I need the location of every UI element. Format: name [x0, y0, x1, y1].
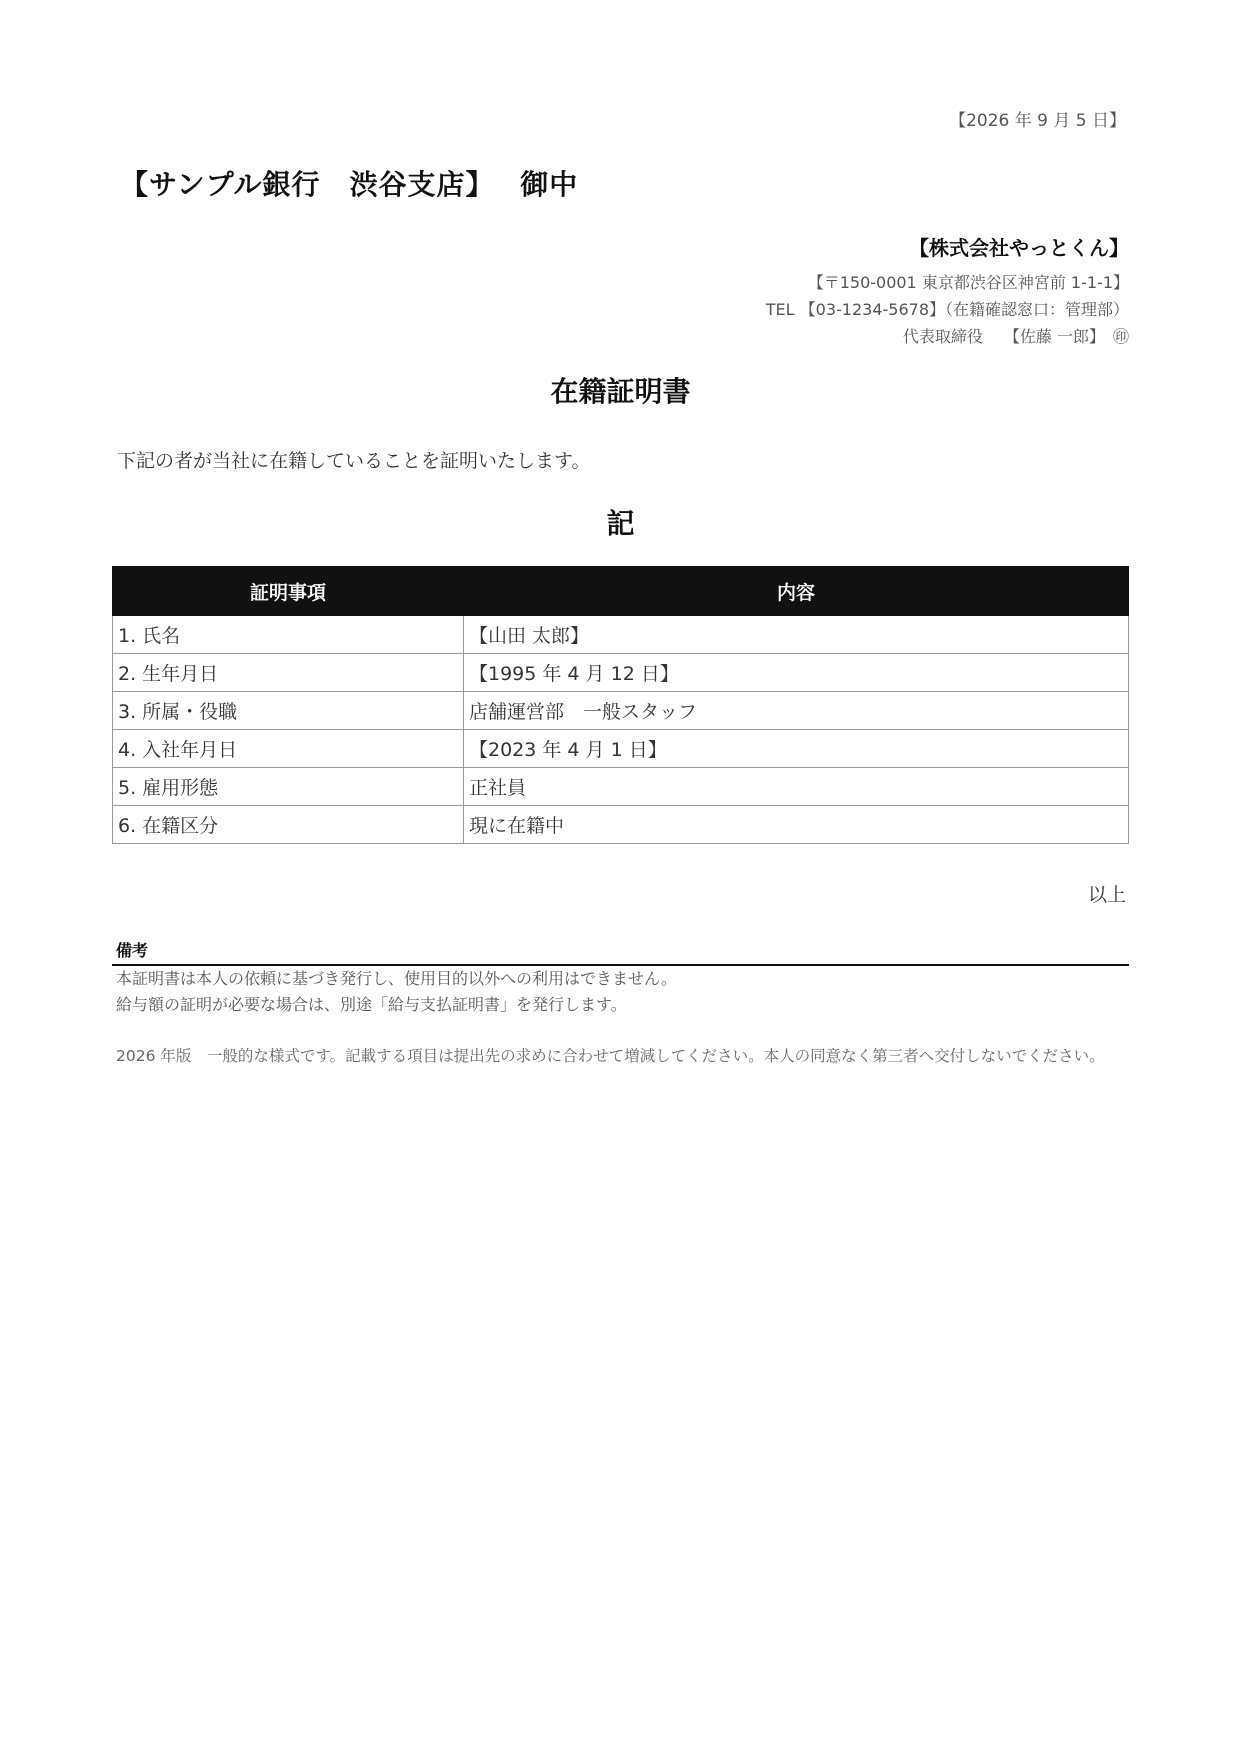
document-title: 在籍証明書 — [550, 375, 691, 408]
item-label: 6. 在籍区分 — [113, 806, 464, 844]
ki-heading: 記 — [606, 507, 635, 540]
column-header: 証明事項 — [113, 567, 464, 616]
table-row — [113, 768, 1129, 806]
closing-mark: 以上 — [1087, 884, 1126, 906]
column-header: 内容 — [464, 567, 1129, 616]
certification-table — [112, 566, 1129, 844]
remark-line: 給与額の証明が必要な場合は、別途「給与支払証明書」を発行します。 — [116, 995, 627, 1014]
item-value: 【1995 年 4 月 12 日】 — [464, 654, 1129, 692]
item-value: 正社員 — [464, 768, 1129, 806]
remark-line: 本証明書は本人の依頼に基づき発行し、使用目的以外への利用はできません。 — [116, 969, 677, 988]
table-header-row — [113, 567, 1129, 616]
item-value: 【山田 太郎】 — [464, 616, 1129, 654]
item-label: 5. 雇用形態 — [113, 768, 464, 806]
sender-block — [766, 232, 1129, 350]
issue-date: 【2026 年 9 月 5 日】 — [949, 111, 1126, 131]
company-name: 【株式会社やっとくん】 — [909, 236, 1129, 260]
table-row — [113, 654, 1129, 692]
item-label: 1. 氏名 — [113, 616, 464, 654]
remarks-heading: 備考 — [112, 938, 1129, 966]
intro-text: 下記の者が当社に在籍していることを証明いたします。 — [117, 450, 591, 472]
item-label: 2. 生年月日 — [113, 654, 464, 692]
table-row — [113, 806, 1129, 844]
footer-note: 2026 年版 一般的な様式です。記載する項目は提出先の求めに合わせて増減してください。本人の同意なく第三者へ交付しないでください。 — [116, 1047, 1105, 1065]
item-value: 現に在籍中 — [464, 806, 1129, 844]
company-address: 【〒150-0001 東京都渋谷区神宮前 1-1-1】 — [807, 273, 1129, 292]
table-row — [113, 692, 1129, 730]
table-row — [113, 730, 1129, 768]
company-tel: TEL 【03-1234-5678】（在籍確認窓口：管理部） — [765, 300, 1129, 319]
item-label: 4. 入社年月日 — [113, 730, 464, 768]
representative: 代表取締役 【佐藤 一郎】 ㊞ — [902, 327, 1129, 346]
item-value: 店舗運営部 一般スタッフ — [464, 692, 1129, 730]
table-row — [113, 616, 1129, 654]
recipient: 【サンプル銀行 渋谷支店】 御中 — [120, 168, 579, 201]
remarks-body — [116, 966, 1129, 1018]
item-value: 【2023 年 4 月 1 日】 — [464, 730, 1129, 768]
item-label: 3. 所属・役職 — [113, 692, 464, 730]
